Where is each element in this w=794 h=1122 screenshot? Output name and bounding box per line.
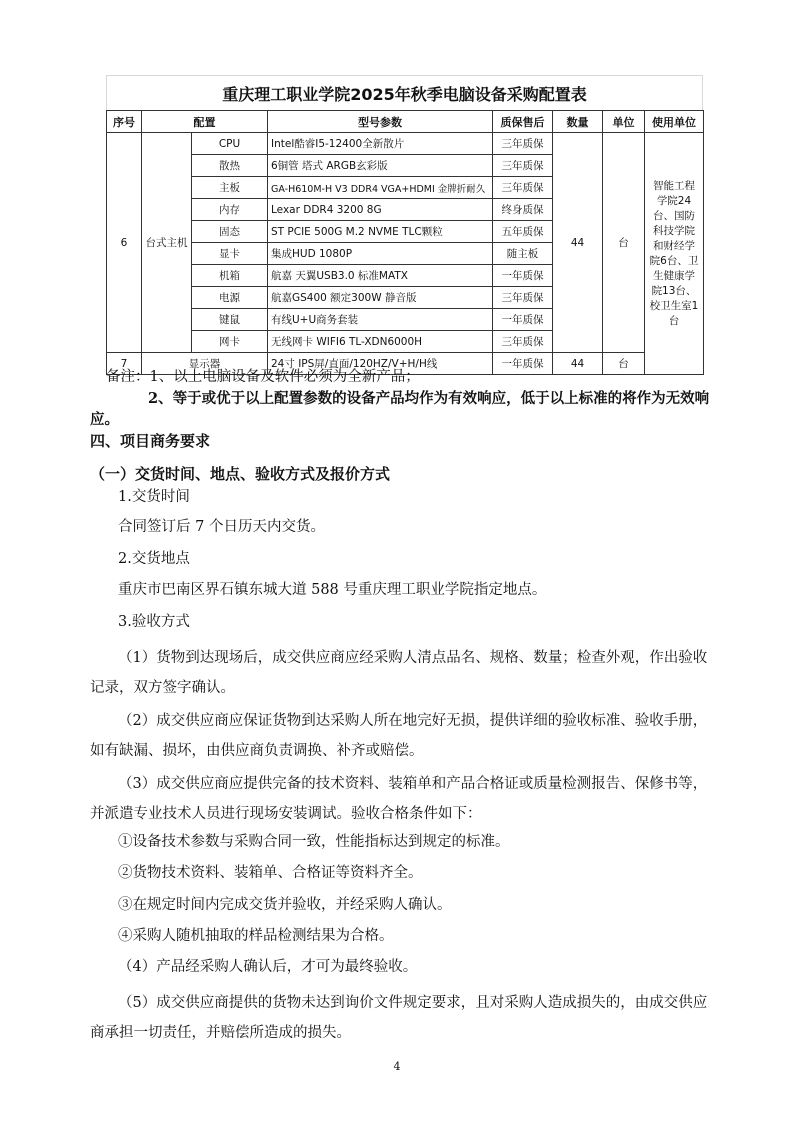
header-quantity: 数量 <box>553 111 603 133</box>
component-model: 航嘉GS400 额定300W 静音版 <box>268 287 493 309</box>
item3-title: 3.验收方式 <box>118 614 190 630</box>
table-row <box>107 133 704 155</box>
component-part: 固态 <box>192 221 268 243</box>
desktop-unit: 台 <box>603 133 645 353</box>
config-table-wrapper <box>106 75 703 375</box>
monitor-name: 显示器 <box>142 353 268 375</box>
header-warranty: 质保售后 <box>493 111 553 133</box>
note-2: 2、等于或优于以上配置参数的设备产品均作为有效响应，低于以上标准的将作为无效响应。 <box>90 390 710 428</box>
header-user-unit: 使用单位 <box>645 111 704 133</box>
monitor-model: 24寸 IPS屏/直面/120HZ/V+H/H线 <box>268 353 493 375</box>
header-index: 序号 <box>107 111 142 133</box>
table-title: 重庆理工职业学院2025年秋季电脑设备采购配置表 <box>106 75 703 110</box>
monitor-unit: 台 <box>603 353 645 375</box>
component-part: 散热 <box>192 155 268 177</box>
table-header-row <box>107 111 704 133</box>
component-warranty: 三年质保 <box>493 287 553 309</box>
component-part: 键鼠 <box>192 309 268 331</box>
paragraph-2: （2）成交供应商应保证货物到达采购人所在地完好无损，提供详细的验收标准、验收手册，如有缺漏、损坏，由供应商负责调换、补齐或赔偿。 <box>90 713 708 759</box>
condition-4: ④采购人随机抽取的样品检测结果为合格。 <box>118 928 394 944</box>
item2-text: 重庆市巴南区界石镇东城大道 588 号重庆理工职业学院指定地点。 <box>118 582 547 598</box>
header-config: 配置 <box>142 111 268 133</box>
paragraph-1: （1）货物到达现场后，成交供应商应经采购人清点品名、规格、数量；检查外观，作出验收记录，双方签字确认。 <box>90 650 708 696</box>
subsection-title: （一）交货时间、地点、验收方式及报价方式 <box>90 465 391 483</box>
component-model: Intel酷睿I5-12400全新散片 <box>268 133 493 155</box>
component-warranty: 三年质保 <box>493 133 553 155</box>
component-model: 6铜管 塔式 ARGB玄彩版 <box>268 155 493 177</box>
component-warranty: 三年质保 <box>493 331 553 353</box>
component-part: 机箱 <box>192 265 268 287</box>
page-number: 4 <box>393 1060 401 1073</box>
component-warranty: 五年质保 <box>493 221 553 243</box>
monitor-warranty: 一年质保 <box>493 353 553 375</box>
condition-1: ①设备技术参数与采购合同一致，性能指标达到规定的标准。 <box>118 834 510 850</box>
monitor-index: 7 <box>107 353 142 375</box>
component-warranty: 终身质保 <box>493 199 553 221</box>
component-part: 电源 <box>192 287 268 309</box>
component-part: 内存 <box>192 199 268 221</box>
paragraph-3: （3）成交供应商应提供完备的技术资料、装箱单和产品合格证或质量检测报告、保修书等，并派遣专业技术人员进行现场安装调试。验收合格条件如下： <box>90 776 708 822</box>
component-warranty: 三年质保 <box>493 177 553 199</box>
component-part: 网卡 <box>192 331 268 353</box>
component-model: ST PCIE 500G M.2 NVME TLC颗粒 <box>268 221 493 243</box>
component-part: 主板 <box>192 177 268 199</box>
component-model: 无线网卡 WIFI6 TL-XDN6000H <box>268 331 493 353</box>
condition-2: ②货物技术资料、装箱单、合格证等资料齐全。 <box>118 865 423 881</box>
item1-text: 合同签订后 7 个日历天内交货。 <box>118 519 325 535</box>
component-model: 有线U+U商务套装 <box>268 309 493 331</box>
item2-title: 2.交货地点 <box>118 551 190 567</box>
section-title: 四、项目商务要求 <box>90 432 211 450</box>
component-model: 集成HUD 1080P <box>268 243 493 265</box>
component-warranty: 三年质保 <box>493 155 553 177</box>
header-model: 型号参数 <box>268 111 493 133</box>
component-model: 航嘉 天翼USB3.0 标准MATX <box>268 265 493 287</box>
desktop-index: 6 <box>107 133 142 353</box>
monitor-quantity: 44 <box>553 353 603 375</box>
component-model: Lexar DDR4 3200 8G <box>268 199 493 221</box>
paragraph-4: （4）产品经采购人确认后，才可为最终验收。 <box>118 959 418 975</box>
desktop-name: 台式主机 <box>142 133 192 353</box>
desktop-quantity: 44 <box>553 133 603 353</box>
item1-title: 1.交货时间 <box>118 489 190 505</box>
paragraph-5: （5）成交供应商提供的货物未达到询价文件规定要求，且对采购人造成损失的，由成交供应商承担一切责任，并赔偿所造成的损失。 <box>90 995 708 1041</box>
component-warranty: 随主板 <box>493 243 553 265</box>
component-warranty: 一年质保 <box>493 265 553 287</box>
config-table <box>106 110 704 375</box>
header-unit: 单位 <box>603 111 645 133</box>
note-1: 备注：1、以上电脑设备及软件必须为全新产品； <box>106 369 420 385</box>
component-model: GA-H610M-H V3 DDR4 VGA+HDMI 金牌折耐久 <box>268 177 493 199</box>
user-units: 智能工程学院24台、国防科技学院和财经学院6台、卫生健康学院13台、校卫生室1台 <box>645 133 704 375</box>
condition-3: ③在规定时间内完成交货并验收，并经采购人确认。 <box>118 897 452 913</box>
component-warranty: 一年质保 <box>493 309 553 331</box>
component-part: CPU <box>192 133 268 155</box>
component-part: 显卡 <box>192 243 268 265</box>
